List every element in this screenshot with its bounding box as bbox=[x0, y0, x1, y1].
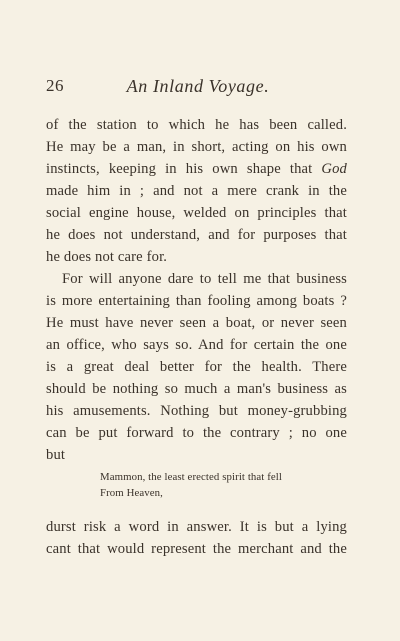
text-line: cant that would represent the merchant and the bbox=[46, 541, 347, 557]
text-line bbox=[46, 160, 347, 178]
text-line: made him in ; and not a mere crank in the bbox=[46, 183, 347, 199]
quotation-line: From Heaven, bbox=[100, 487, 163, 499]
quotation-line: Mammon, the least erected spirit that fell bbox=[100, 471, 282, 483]
text-line: durst risk a word in answer. It is but a lying bbox=[46, 519, 347, 535]
text-line: can be put forward to the contrary ; no one bbox=[46, 425, 347, 441]
emphasized-word: God bbox=[321, 161, 347, 177]
page-number: 26 bbox=[46, 76, 64, 95]
text-segment: instincts, keeping in his own shape that bbox=[46, 161, 313, 177]
text-line: He may be a man, in short, acting on his own bbox=[46, 139, 347, 155]
text-line: he does not understand, and for purposes that bbox=[46, 227, 347, 243]
text-line: He must have never seen a boat, or never seen bbox=[46, 315, 347, 331]
text-line: is more entertaining than fooling among boats ? bbox=[46, 293, 347, 309]
text-line: For will anyone dare to tell me that business bbox=[62, 271, 347, 287]
text-line: an office, who says so. And for certain the one bbox=[46, 337, 347, 353]
text-line: his amusements. Nothing but money-grubbing bbox=[46, 403, 347, 419]
text-line: should be nothing so much a man's business as bbox=[46, 381, 347, 397]
running-head bbox=[46, 76, 350, 96]
text-line: is a great deal better for the health. There bbox=[46, 359, 347, 375]
text-line: of the station to which he has been called. bbox=[46, 117, 347, 133]
text-line: social engine house, welded on principles that bbox=[46, 205, 347, 221]
text-line: he does not care for. bbox=[46, 249, 168, 265]
text-line: but bbox=[46, 447, 66, 463]
running-title: An Inland Voyage. bbox=[126, 76, 270, 96]
